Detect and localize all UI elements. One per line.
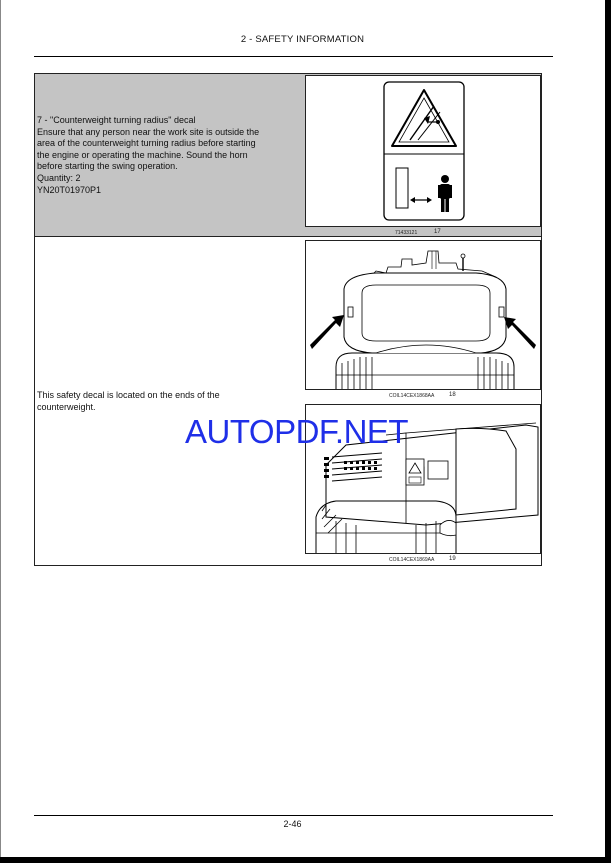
- decal-on-counterweight: [406, 459, 424, 485]
- decal-title: 7 - "Counterweight turning radius" decal: [37, 115, 196, 125]
- decal-text-line: Ensure that any person near the work site is outside the: [37, 126, 260, 137]
- arrow-left-icon: [310, 315, 344, 349]
- decal-description: [37, 115, 295, 196]
- decal-text-line: area of the counterweight turning radius before starting: [37, 138, 256, 149]
- page-header-title: 2 - SAFETY INFORMATION: [240, 34, 365, 45]
- counterweight-decal-illustration: [306, 76, 540, 226]
- location-text-line: This safety decal is located on the ends of the: [37, 390, 220, 400]
- decal-text-line: the engine or operating the machine. Sound the horn: [37, 149, 248, 160]
- location-text-line: counterweight.: [37, 401, 96, 412]
- footer-rule: [34, 815, 553, 816]
- decal-figure: [305, 75, 541, 227]
- page-frame-left: [0, 0, 1, 863]
- page-frame-right: [605, 0, 611, 863]
- decal-part-number: YN20T01970P1: [37, 184, 102, 195]
- arrow-right-icon: [504, 317, 536, 349]
- figure-code: 71433121: [395, 230, 418, 236]
- figure-number: 17: [434, 229, 441, 235]
- header-rule: [34, 56, 553, 57]
- figure-number: 19: [449, 556, 456, 562]
- figure-code: COIL14CEX1868AA: [389, 393, 435, 399]
- figure-number: 18: [449, 392, 456, 398]
- location-description: [37, 390, 267, 413]
- page-frame-bottom: [0, 857, 611, 863]
- counterweight-rear-illustration: [306, 241, 540, 389]
- decal-quantity: Quantity: 2: [37, 172, 81, 183]
- decal-text-line: before starting the swing operation.: [37, 161, 178, 172]
- figure-code: COIL14CEX1869AA: [389, 557, 435, 563]
- counterweight-rear-figure: [305, 240, 541, 390]
- page-number: 2-46: [283, 819, 302, 829]
- watermark: AUTOPDF.NET: [185, 413, 409, 450]
